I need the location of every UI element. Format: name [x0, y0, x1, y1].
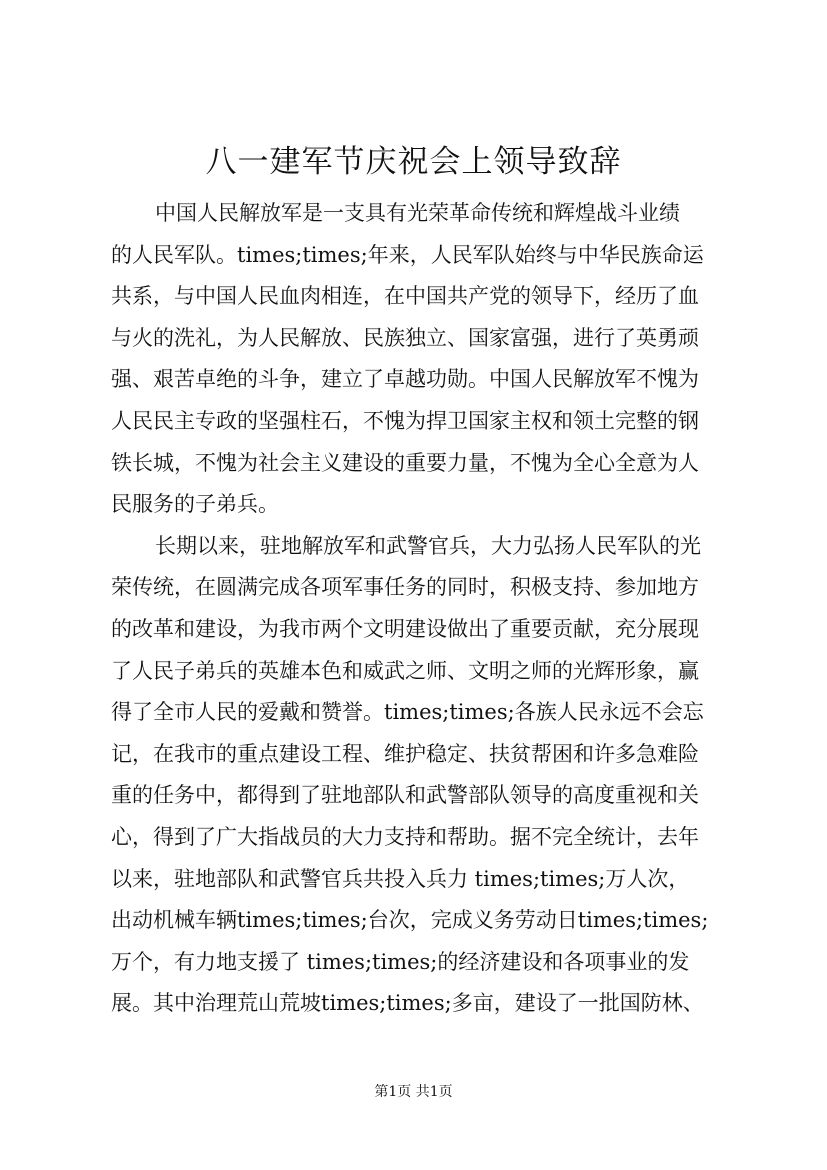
paragraph-2-line-8: 心，得到了广大指战员的大力支持和帮助。据不完全统计，去年	[111, 824, 699, 849]
paragraph-1-line-1: 中国人民解放军是一支具有光荣革命传统和辉煌战斗业绩	[155, 201, 680, 225]
paragraph-2-line-5: 得了全市人民的爱戴和赞誉。times;times;各族人民永远不会忘	[111, 700, 704, 725]
paragraph-1-line-4: 与火的洗礼，为人民解放、民族独立、国家富强，进行了英勇顽	[111, 325, 699, 350]
paragraph-2-line-2: 荣传统，在圆满完成各项军事任务的同时，积极支持、参加地方	[111, 575, 699, 600]
paragraph-1-line-5: 强、艰苦卓绝的斗争，建立了卓越功勋。中国人民解放军不愧为	[111, 367, 699, 392]
document-body	[111, 193, 723, 1025]
paragraph-2-line-10: 出动机械车辆times;times;台次，完成义务劳动日times;times;	[111, 908, 709, 933]
document-title: 八一建军节庆祝会上领导致辞	[205, 144, 622, 180]
paragraph-1-line-2: 的人民军队。times;times;年来，人民军队始终与中华民族命运	[111, 242, 704, 267]
paragraph-2-line-1: 长期以来，驻地解放军和武警官兵，大力弘扬人民军队的光	[155, 533, 701, 558]
paragraph-2-line-3: 的改革和建设，为我市两个文明建设做出了重要贡献，充分展现	[111, 616, 699, 641]
paragraph-2-line-7: 重的任务中，都得到了驻地部队和武警部队领导的高度重视和关	[111, 783, 699, 808]
paragraph-2-line-9: 以来，驻地部队和武警官兵共投入兵力 times;times;万人次，	[111, 866, 690, 891]
paragraph-2-line-4: 了人民子弟兵的英雄本色和威武之师、文明之师的光辉形象，赢	[111, 658, 699, 683]
paragraph-2-line-12: 展。其中治理荒山荒坡times;times;多亩，建设了一批国防林、	[111, 991, 704, 1016]
paragraph-1-line-8: 民服务的子弟兵。	[111, 492, 279, 517]
paragraph-2-line-6: 记，在我市的重点建设工程、维护稳定、扶贫帮困和许多急难险	[111, 741, 699, 766]
paragraph-1-line-7: 铁长城，不愧为社会主义建设的重要力量，不愧为全心全意为人	[111, 450, 699, 475]
page-footer: 第1页 共1页	[374, 1084, 453, 1100]
paragraph-2-line-11: 万个，有力地支援了 times;times;的经济建设和各项事业的发	[111, 949, 690, 974]
paragraph-1-line-6: 人民民主专政的坚强柱石，不愧为捍卫国家主权和领土完整的钢	[111, 408, 699, 433]
paragraph-1-line-3: 共系，与中国人民血肉相连，在中国共产党的领导下，经历了血	[111, 284, 699, 309]
